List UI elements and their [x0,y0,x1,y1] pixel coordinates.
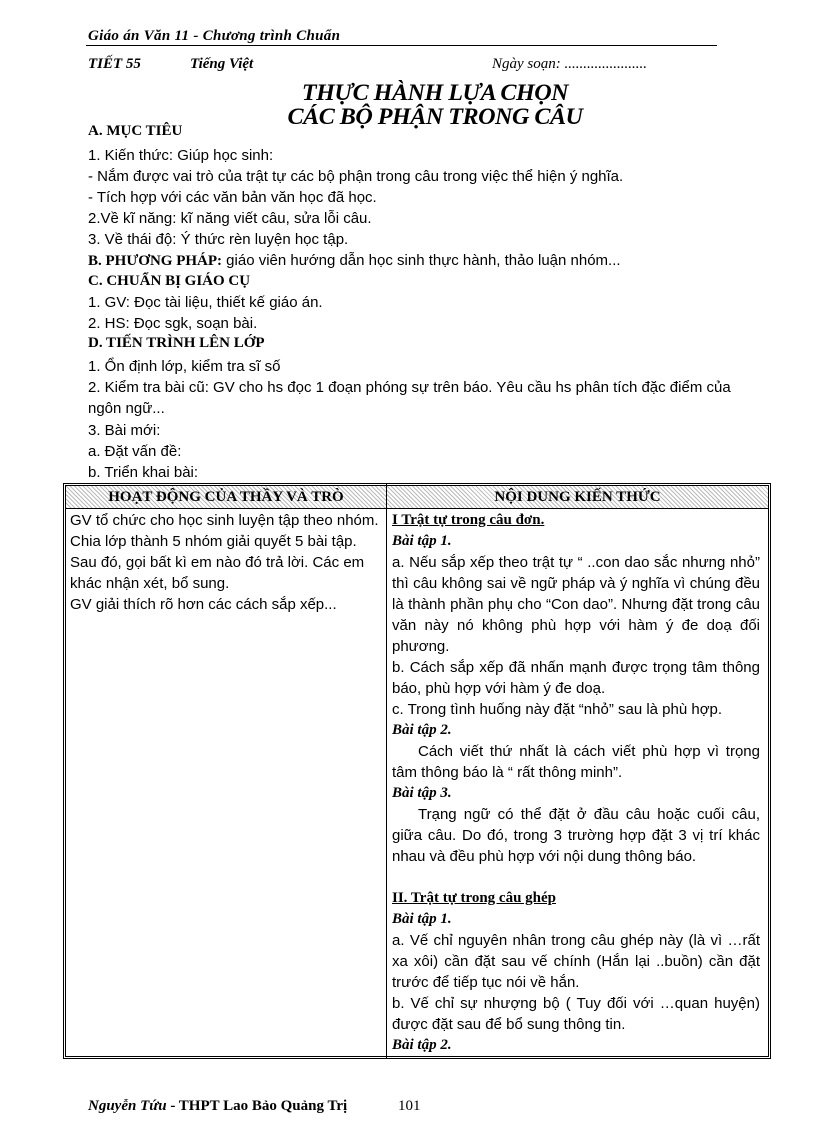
materials-line: 2. HS: Đọc sgk, soạn bài. [88,315,258,332]
procedure-line: ngôn ngữ... [88,400,165,417]
activity-paragraph: GV giải thích rõ hơn các cách sắp xếp... [70,596,337,613]
exercise-text: Cách viết thứ nhất là cách viết phù hợp vì trọng tâm thông báo là “ rất thông minh”. [392,743,760,781]
lesson-number: TIẾT 55 [88,56,141,72]
exercise-text: b. Cách sắp xếp đã nhấn mạnh được trọng tâm thông báo, phù hợp với hàm ý đe doạ. [392,659,760,697]
footer-author [88,1098,347,1115]
subject-label: Tiếng Việt [190,56,254,72]
exercise-title: Bài tập 2. [392,722,452,738]
section-b-text: giáo viên hướng dẫn học sinh thực hành, thảo luận nhóm... [222,252,621,269]
table-column-divider [386,483,387,1059]
objective-line: 1. Kiến thức: Giúp học sinh: [88,147,274,164]
page-title-line-1: THỰC HÀNH LỰA CHỌN [301,80,569,105]
exercise-title: Bài tập 3. [392,785,452,801]
exercise-text: c. Trong tình huống này đặt “nhỏ” sau là phù hợp. [392,701,723,718]
exercise-text: b. Vế chỉ sự nhượng bộ ( Tuy đối với …quan huyện) được đặt sau để bổ sung thông tin. [392,995,760,1033]
section-d-heading: D. TIẾN TRÌNH LÊN LỚP [88,335,265,351]
materials-line: 1. GV: Đọc tài liệu, thiết kế giáo án. [88,294,323,311]
procedure-line: 3. Bài mới: [88,422,161,439]
table-header-activities: HOẠT ĐỘNG CỦA THẦY VÀ TRÒ [66,486,386,509]
exercise-title: Bài tập 1. [392,911,452,927]
procedure-line: a. Đặt vấn đề: [88,443,182,460]
content-cell [392,510,760,1056]
procedure-line: b. Triển khai bài: [88,464,199,481]
activity-paragraph: Chia lớp thành 5 nhóm giải quyết 5 bài tập. Sau đó, gọi bất kì em nào đó trả lời. Các em khác nhận xét, bổ sung. [70,533,365,592]
objective-line: - Nắm được vai trò của trật tự các bộ phận trong câu trong việc thể hiện ý nghĩa. [88,168,624,185]
date-prepared: Ngày soạn: ...................... [492,56,647,72]
activity-paragraph: GV tổ chức cho học sinh luyện tập theo nhóm. [70,512,379,529]
activities-cell [70,510,382,615]
author-name: Nguyễn Tứu [88,1098,167,1114]
section-b-heading: B. PHƯƠNG PHÁP: [88,253,223,269]
exercise-text: a. Vế chỉ nguyên nhân trong câu ghép này (là vì …rất xa xôi) cần đặt sau vế chính (Hắn lại ..buồn) cần đặt trước để tiếp tục nói về hắn. [392,932,760,991]
exercise-text: Trạng ngữ có thể đặt ở đầu câu hoặc cuối câu, giữa câu. Do đó, trong 3 trường hợp đặt 3 vị trí khác nhau và đều phù hợp với nội dung thông báo. [392,806,760,865]
section-b-line [88,250,621,272]
exercise-title: Bài tập 2. [392,1037,452,1053]
section-title-simple-sentence: I Trật tự trong câu đơn. [392,512,545,528]
procedure-line: 1. Ổn định lớp, kiểm tra sĩ số [88,358,281,375]
objective-line: 3. Về thái độ: Ý thức rèn luyện học tập. [88,231,349,248]
exercise-text: a. Nếu sắp xếp theo trật tự “ ..con dao sắc nhưng nhỏ” thì câu không sai về ngữ pháp và ý nghĩa vì chúng đều là thành phần phụ cho “Con dao”. Nhưng đặt trong câu văn này nó không phù hợp với hàm ý đe doạ đối phương. [392,554,760,655]
table-header-content: NỘI DUNG KIẾN THỨC [387,486,768,509]
spacer [392,867,760,888]
running-header: Giáo án Văn 11 - Chương trình Chuẩn [88,28,341,44]
objective-line: 2.Về kĩ năng: kĩ năng viết câu, sửa lỗi câu. [88,210,372,227]
page-number: 101 [398,1098,421,1114]
page-title-line-2: CÁC BỘ PHẬN TRONG CÂU [287,104,583,129]
section-title-compound-sentence: II. Trật tự trong câu ghép [392,890,557,906]
header-divider [86,45,717,46]
section-a-heading: A. MỤC TIÊU [88,123,183,139]
objective-line: - Tích hợp với các văn bản văn học đã học. [88,189,377,206]
section-c-heading: C. CHUẨN BỊ GIÁO CỤ [88,273,251,289]
exercise-title: Bài tập 1. [392,533,452,549]
procedure-line: 2. Kiểm tra bài cũ: GV cho hs đọc 1 đoạn phóng sự trên báo. Yêu cầu hs phân tích đặc điểm của [88,379,731,396]
school-name: - THPT Lao Bảo Quảng Trị [166,1098,348,1114]
